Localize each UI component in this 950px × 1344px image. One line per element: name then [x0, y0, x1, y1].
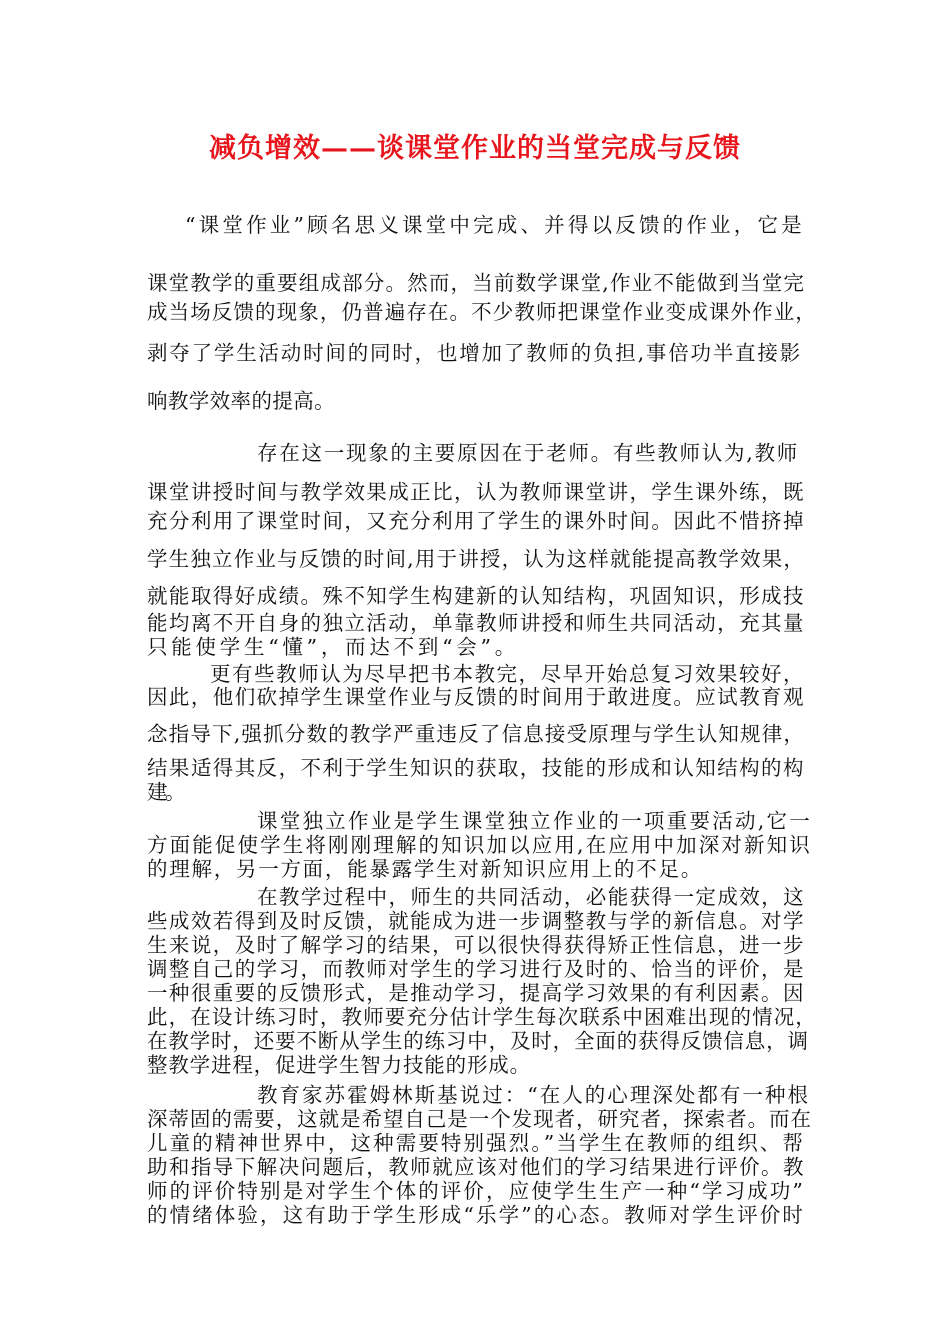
text-line: 充分利用了课堂时间，又充分利用了学生的课外时间。因此不惜挤掉	[147, 509, 805, 533]
text-line: 深蒂固的需要，这就是希望自己是一个发现者，研究者，探索者。而在	[147, 1107, 812, 1131]
text-line: 此，在设计练习时，教师要充分估计学生每次联系中困难出现的情况，	[147, 1005, 817, 1029]
text-line: 建。	[147, 780, 183, 804]
text-line: 剥夺了学生活动时间的同时，也增加了教师的负担,事倍功半直接影	[147, 341, 803, 365]
text-line: 响教学效率的提高。	[147, 389, 336, 413]
text-line: 存在这一现象的主要原因在于老师。有些教师认为,教师	[257, 441, 800, 465]
text-line: 只能使学生“懂”，而达不到“会”。	[147, 635, 519, 659]
text-line: 念指导下,强抓分数的教学严重违反了信息接受原理与学生认知规律，	[147, 722, 806, 746]
text-line: 课堂讲授时间与教学效果成正比，认为教师课堂讲，学生课外练，既	[147, 480, 805, 504]
text-line: 调整自己的学习，而教师对学生的学习进行及时的、恰当的评价，是	[147, 957, 805, 981]
text-line: 助和指导下解决问题后，教师就应该对他们的学习结果进行评价。教	[147, 1155, 805, 1179]
text-line: 儿童的精神世界中，这种需要特别强烈。”当学生在教师的组织、帮	[147, 1131, 806, 1155]
text-line: 学生独立作业与反馈的时间,用于讲授，认为这样就能提高教学效果，	[147, 547, 806, 571]
text-line: 师的评价特别是对学生个体的评价，应使学生生产一种“学习成功”	[147, 1179, 805, 1203]
text-line: 教育家苏霍姆林斯基说过：“在人的心理深处都有一种根	[257, 1083, 810, 1107]
text-line: 结果适得其反，不利于学生知识的获取，技能的形成和认知结构的构	[147, 756, 805, 780]
text-line: “课堂作业”顾名思义课堂中完成、并得以反馈的作业，它是	[185, 213, 805, 237]
text-line: 的理解，另一方面，能暴露学生对新知识应用上的不足。	[147, 857, 703, 881]
text-line: 在教学时，还要不断从学生的练习中，及时，全面的获得反馈信息，调	[147, 1029, 809, 1053]
text-line: 能均离不开自身的独立活动，单靠教师讲授和师生共同活动，充其量	[147, 611, 805, 635]
text-line: 方面能促使学生将刚刚理解的知识加以应用,在应用中加深对新知识	[147, 833, 812, 857]
text-line: 些成效若得到及时反馈，就能成为进一步调整教与学的新信息。对学	[147, 909, 805, 933]
document-title: 减负增效——谈课堂作业的当堂完成与反馈	[209, 133, 741, 164]
text-line: 课堂教学的重要组成部分。然而，当前数学课堂,作业不能做到当堂完	[147, 271, 806, 295]
text-line: 生来说，及时了解学习的结果，可以很快得获得矫正性信息，进一步	[147, 933, 805, 957]
text-line: 成当场反馈的现象，仍普遍存在。不少教师把课堂作业变成课外作业，	[147, 300, 817, 324]
text-line: 的情绪体验，这有助于学生形成“乐学”的心态。教师对学生评价时	[147, 1203, 805, 1227]
text-line: 更有些教师认为尽早把书本教完，尽早开始总复习效果较好，	[210, 662, 806, 686]
text-line: 就能取得好成绩。殊不知学生构建新的认知结构，巩固知识，形成技	[147, 584, 805, 608]
text-line: 一种很重要的反馈形式，是推动学习，提高学习效果的有利因素。因	[147, 981, 805, 1005]
text-line: 整教学进程，促进学生智力技能的形成。	[147, 1053, 531, 1077]
text-line: 课堂独立作业是学生课堂独立作业的一项重要活动,它一	[257, 809, 813, 833]
text-line: 在教学过程中，师生的共同活动，必能获得一定成效，这	[257, 885, 805, 909]
text-line: 因此，他们砍掉学生课堂作业与反馈的时间用于敢进度。应试教育观	[147, 685, 805, 709]
